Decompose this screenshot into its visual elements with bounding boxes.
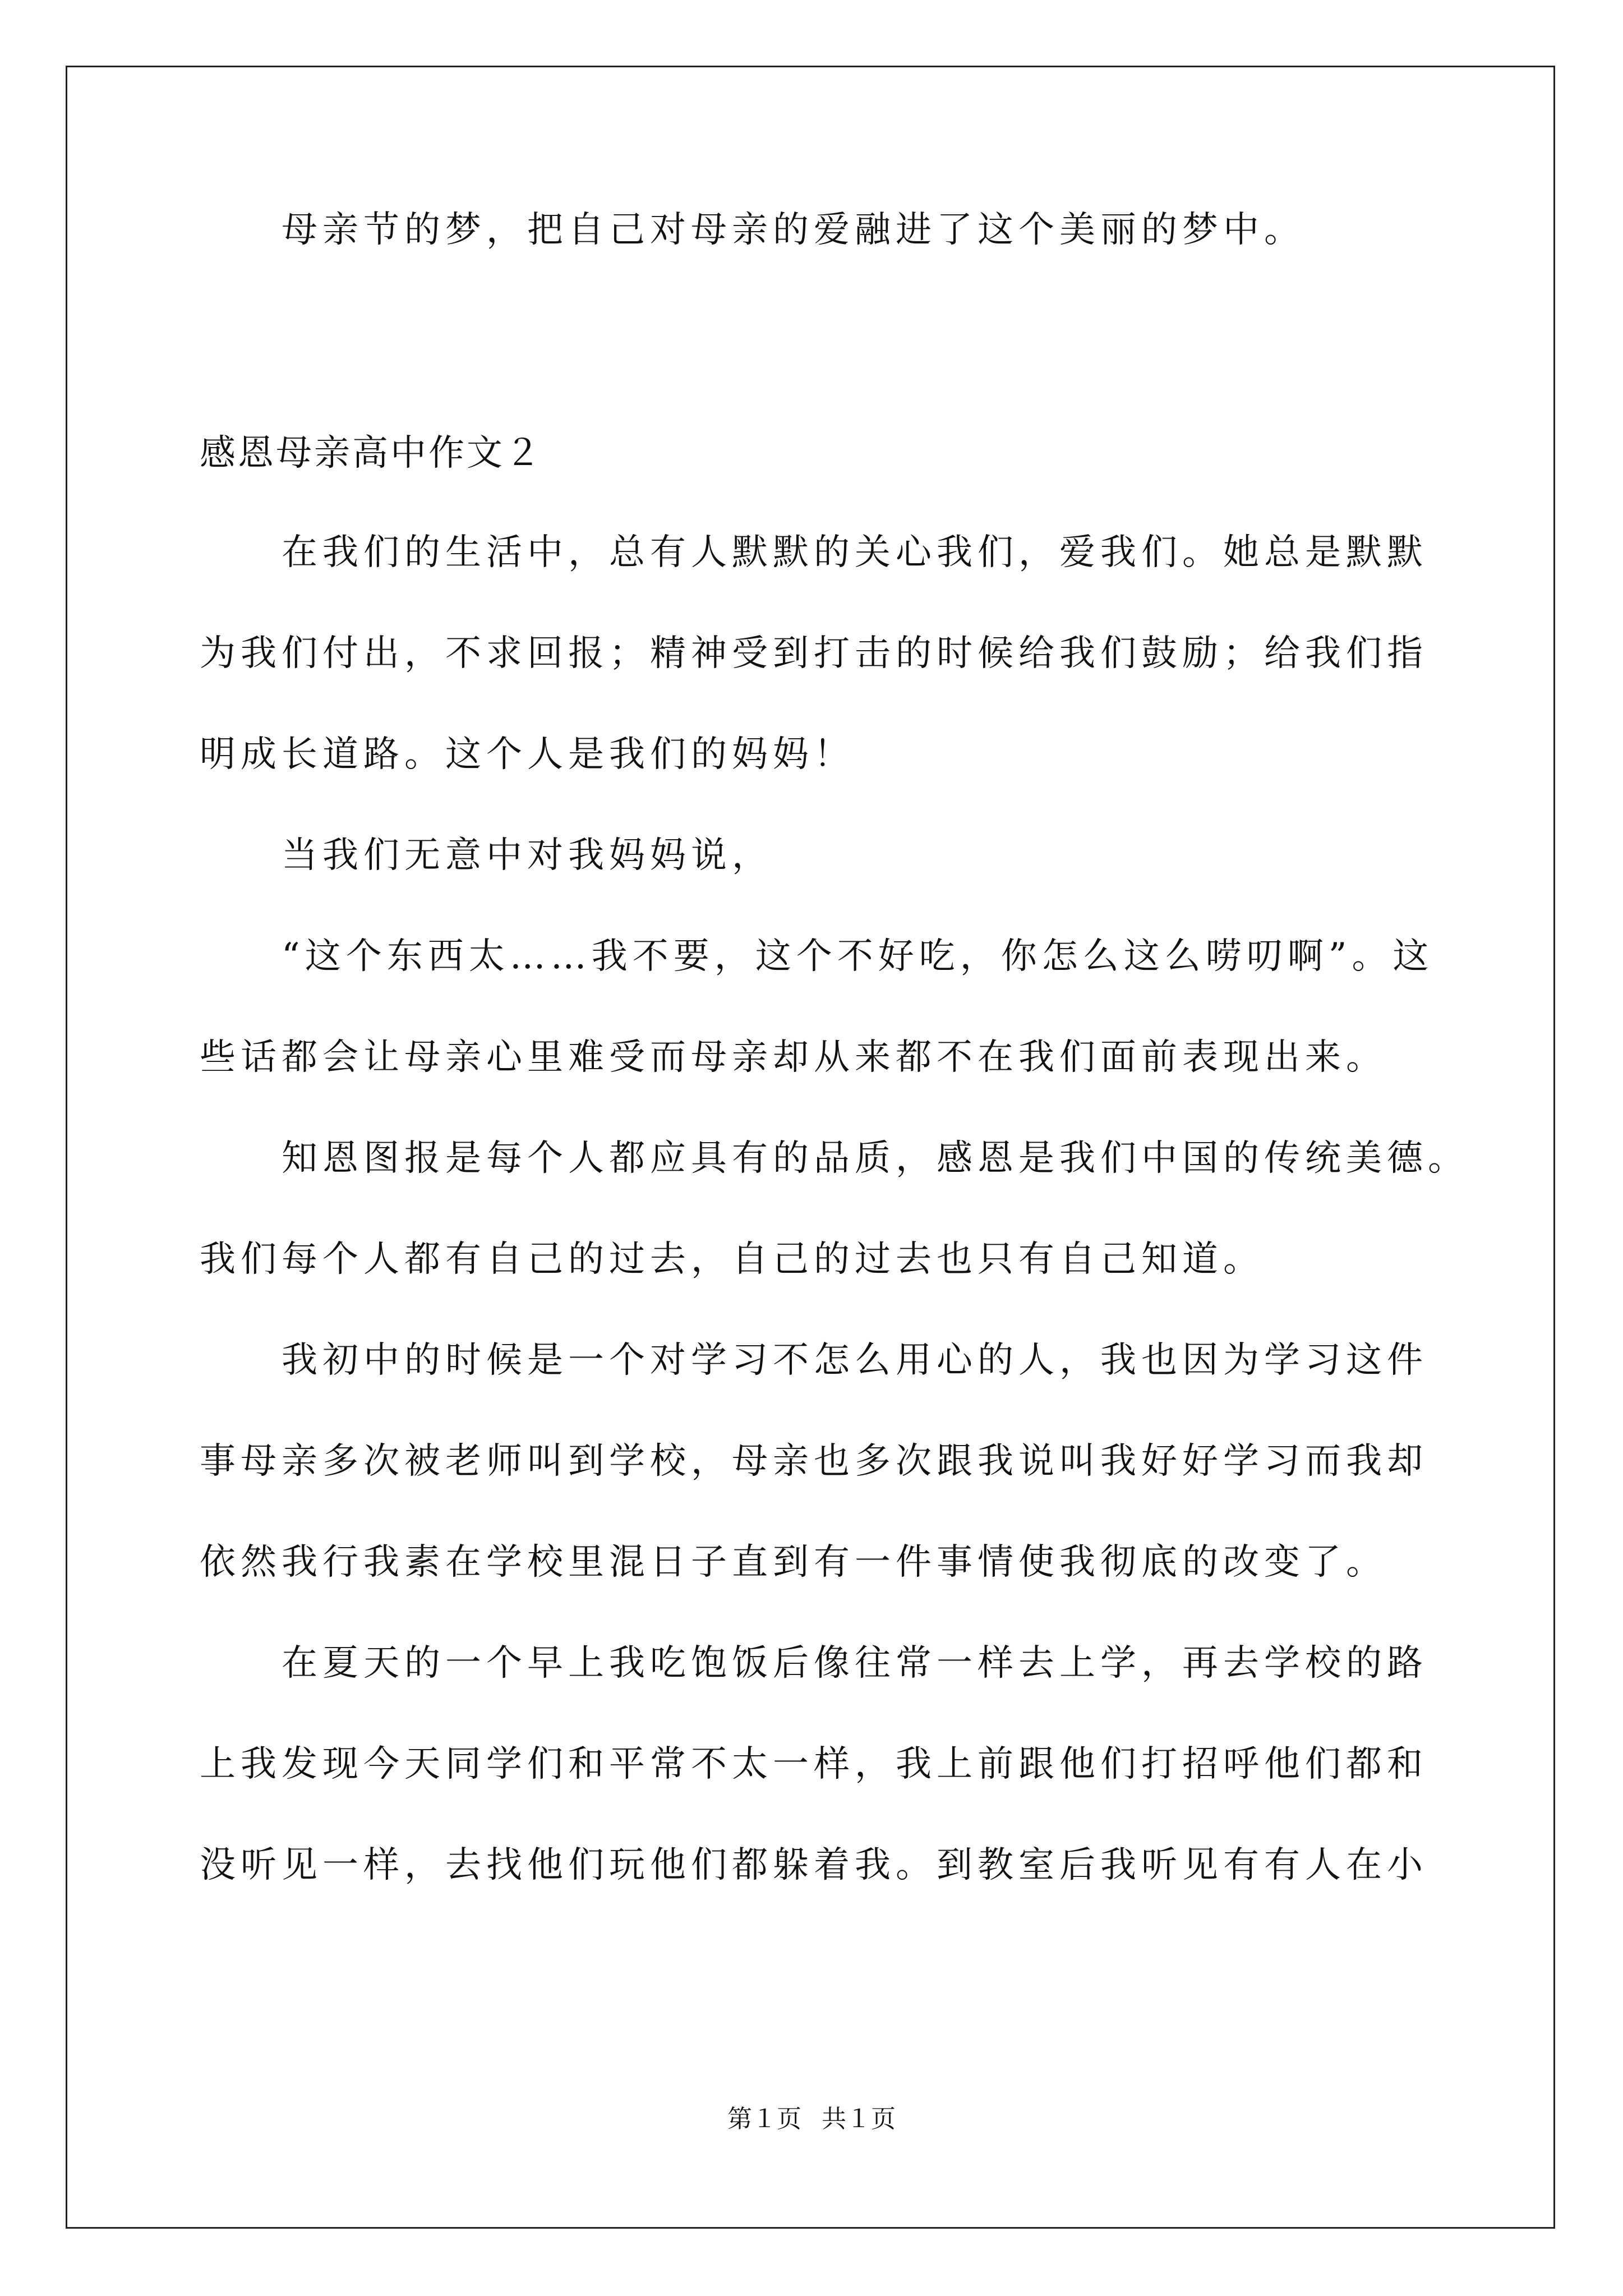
paragraph-line: 在夏天的一个早上我吃饱饭后像往常一样去上学，再去学校的路 — [282, 1642, 1428, 1684]
section-heading: 感恩母亲高中作文２ — [200, 432, 543, 474]
paragraph-line: 我们每个人都有自己的过去，自己的过去也只有自己知道。 — [200, 1239, 1264, 1280]
paragraph-line: 没听见一样，去找他们玩他们都躲着我。到教室后我听见有有人在小 — [200, 1844, 1428, 1886]
paragraph-line: 些话都会让母亲心里难受而母亲却从来都不在我们面前表现出来。 — [200, 1037, 1387, 1078]
paragraph-line: 上我发现今天同学们和平常不太一样，我上前跟他们打招呼他们都和 — [200, 1743, 1428, 1785]
paragraph-line: 明成长道路。这个人是我们的妈妈！ — [200, 734, 855, 775]
page-footer — [0, 2104, 1623, 2135]
paragraph-line: 为我们付出，不求回报；精神受到打击的时候给我们鼓励；给我们指 — [200, 633, 1428, 674]
paragraph-line: 当我们无意中对我妈妈说， — [282, 835, 773, 876]
page-number: 第１页 — [727, 2105, 801, 2133]
paragraph-line: 在我们的生活中，总有人默默的关心我们，爱我们。她总是默默 — [282, 532, 1428, 573]
paragraph-line: 母亲节的梦，把自己对母亲的爱融进了这个美丽的梦中。 — [282, 209, 1305, 251]
paragraph-line: 我初中的时候是一个对学习不怎么用心的人，我也因为学习这件 — [282, 1340, 1428, 1381]
paragraph-line: 依然我行我素在学校里混日子直到有一件事情使我彻底的改变了。 — [200, 1542, 1387, 1583]
paragraph-line: 知恩图报是每个人都应具有的品质，感恩是我们中国的传统美德。 — [282, 1138, 1469, 1179]
page-total: 共１页 — [822, 2105, 896, 2133]
paragraph-line: 事母亲多次被老师叫到学校，母亲也多次跟我说叫我好好学习而我却 — [200, 1441, 1428, 1482]
paragraph-line: “这个东西太……我不要，这个不好吃，你怎么这么唠叨啊”。这 — [282, 936, 1434, 977]
